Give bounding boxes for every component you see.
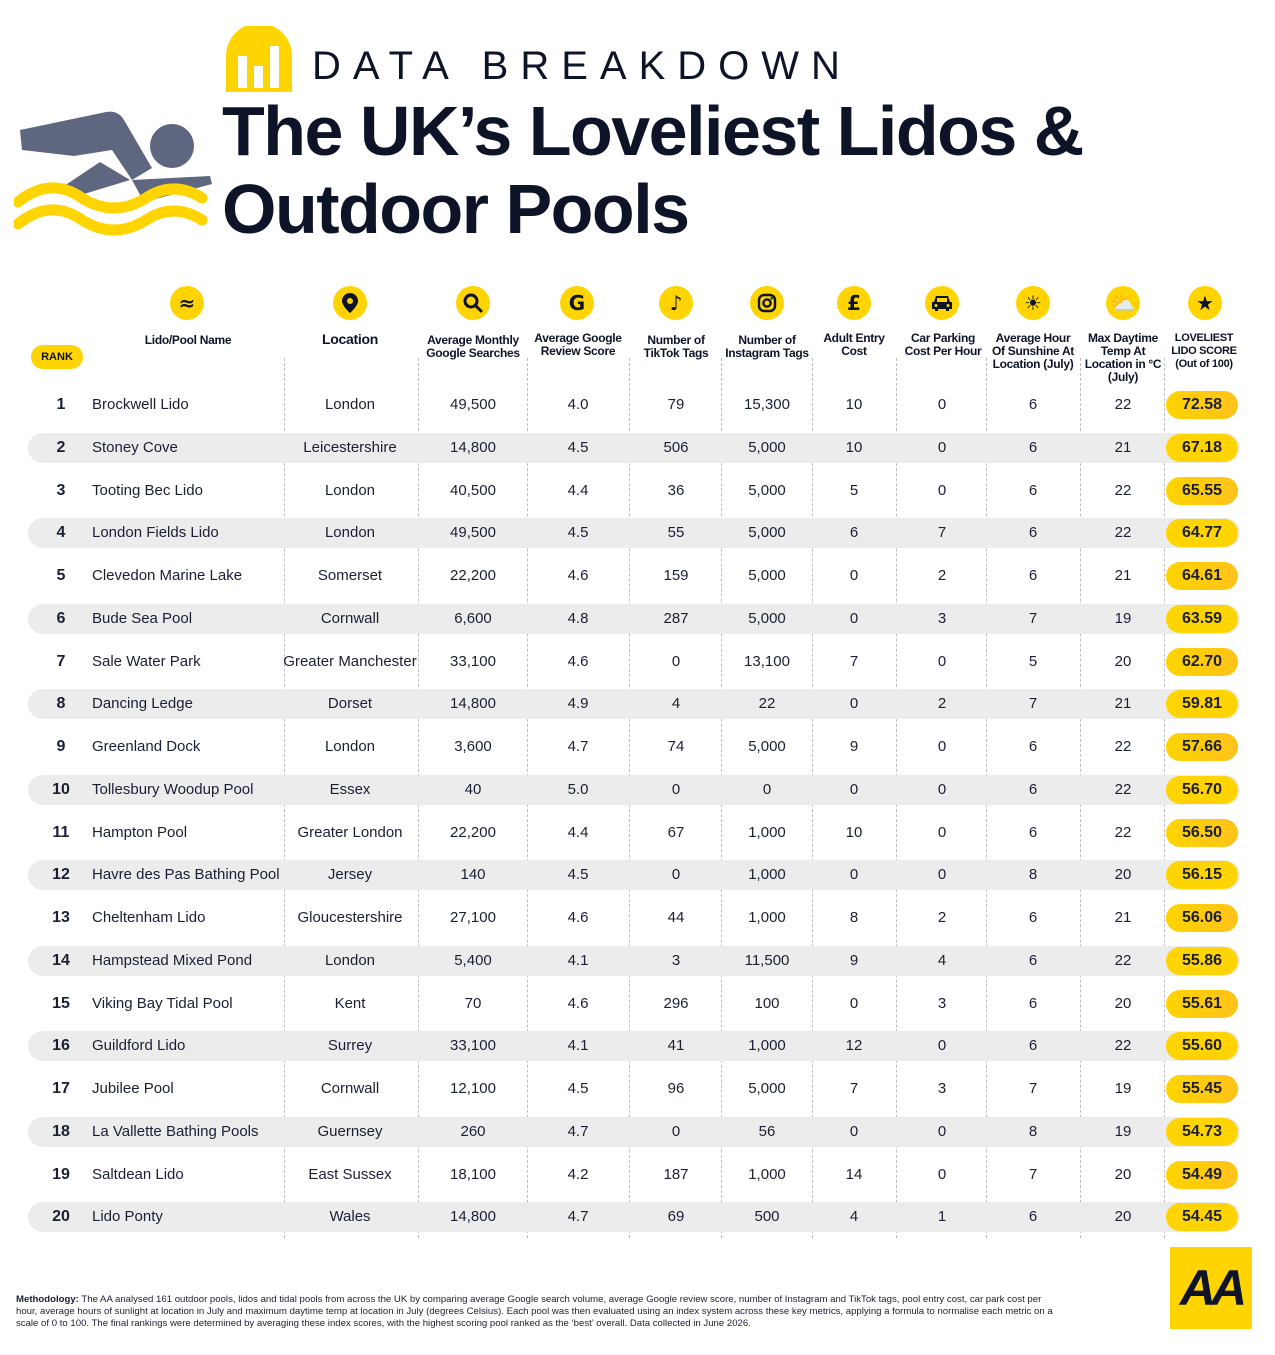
- table-row: [28, 561, 1240, 591]
- rank-cell: 7: [56, 652, 66, 670]
- sun-icon: ☀: [1016, 286, 1050, 320]
- parking-cell: 0: [937, 396, 947, 413]
- table-row: [28, 476, 1240, 506]
- entry-cell: 9: [849, 738, 859, 755]
- rank-cell: 9: [56, 738, 66, 755]
- rank-cell: 2: [56, 438, 66, 456]
- rank-cell: 10: [52, 780, 70, 798]
- searches-cell: 14,800: [450, 438, 496, 456]
- rank-cell: 15: [52, 994, 70, 1012]
- score-badge: 56.15: [1166, 861, 1238, 889]
- table-row: [28, 1160, 1240, 1190]
- google-cell: 4.6: [567, 567, 589, 584]
- location-cell: Dorset: [327, 695, 373, 713]
- entry-cell: 10: [845, 396, 863, 413]
- location-cell: Surrey: [327, 1037, 373, 1055]
- col-entry-label: Adult Entry Cost: [823, 331, 885, 358]
- rank-cell: 19: [52, 1165, 70, 1183]
- instagram-cell: 22: [758, 695, 776, 713]
- sunshine-cell: 8: [1028, 1122, 1038, 1140]
- google-cell: 4.4: [567, 481, 589, 499]
- sunshine-cell: 6: [1028, 567, 1038, 584]
- col-name-label: Lido/Pool Name: [144, 333, 232, 347]
- location-cell: London: [324, 951, 376, 969]
- name-cell: Bude Sea Pool: [92, 609, 193, 627]
- score-badge: 64.61: [1166, 562, 1238, 590]
- temp-cell: 19: [1114, 1122, 1132, 1140]
- parking-cell: 0: [937, 1122, 947, 1140]
- score-badge: 67.18: [1166, 434, 1238, 462]
- temp-cell: 21: [1114, 567, 1132, 584]
- sunshine-cell: 6: [1028, 438, 1038, 456]
- temp-cell: 19: [1114, 1080, 1132, 1097]
- tiktok-cell: 4: [671, 695, 681, 713]
- location-cell: Somerset: [317, 567, 383, 584]
- name-cell: London Fields Lido: [92, 524, 219, 542]
- col-score-label: LOVELIEST LIDO SCORE (Out of 100): [1171, 332, 1237, 370]
- parking-cell: 7: [937, 524, 947, 542]
- google-cell: 5.0: [567, 780, 589, 798]
- score-badge: 55.60: [1166, 1032, 1238, 1060]
- col-location-label: Location: [322, 331, 378, 347]
- col-temp-label: Max Daytime Temp At Location in °C (July): [1084, 331, 1162, 384]
- instagram-cell: 56: [758, 1122, 776, 1140]
- location-cell: London: [324, 524, 376, 542]
- entry-cell: 10: [845, 823, 863, 841]
- searches-cell: 14,800: [450, 1208, 496, 1226]
- temp-cell: 20: [1114, 1165, 1132, 1183]
- methodology-label: Methodology:: [16, 1294, 79, 1305]
- table-row: [28, 946, 1240, 976]
- parking-cell: 0: [937, 652, 947, 670]
- location-cell: Greater Manchester: [283, 652, 417, 670]
- parking-cell: 0: [937, 438, 947, 456]
- tiktok-cell: 506: [663, 438, 689, 456]
- instagram-cell: 1,000: [748, 823, 786, 841]
- table-row: [28, 604, 1240, 634]
- sunshine-cell: 7: [1028, 695, 1038, 713]
- col-parking-label: Car Parking Cost Per Hour: [904, 331, 982, 358]
- entry-cell: 12: [845, 1037, 863, 1055]
- parking-cell: 2: [937, 695, 947, 713]
- entry-cell: 0: [849, 567, 859, 584]
- searches-cell: 18,100: [450, 1165, 496, 1183]
- location-cell: London: [324, 481, 376, 499]
- table-row: [28, 732, 1240, 762]
- tiktok-cell: 96: [667, 1080, 685, 1097]
- name-cell: Brockwell Lido: [92, 396, 189, 413]
- name-cell: La Vallette Bathing Pools: [92, 1122, 259, 1140]
- instagram-cell: 5,000: [748, 524, 786, 542]
- entry-cell: 4: [849, 1208, 859, 1226]
- rank-cell: 20: [52, 1208, 70, 1226]
- rank-cell: 16: [52, 1037, 70, 1055]
- searches-cell: 49,500: [450, 524, 496, 542]
- parking-cell: 3: [937, 609, 947, 627]
- pound-icon: £: [837, 286, 871, 320]
- google-cell: 4.7: [567, 1122, 589, 1140]
- parking-cell: 0: [937, 481, 947, 499]
- score-badge: 72.58: [1166, 391, 1238, 419]
- google-cell: 4.1: [567, 951, 589, 969]
- temp-cell: 19: [1114, 609, 1132, 627]
- location-cell: Wales: [329, 1208, 371, 1226]
- entry-cell: 0: [849, 695, 859, 713]
- score-badge: 55.86: [1166, 947, 1238, 975]
- google-cell: 4.6: [567, 909, 589, 926]
- instagram-icon: [750, 286, 784, 320]
- google-cell: 4.0: [567, 396, 589, 413]
- google-cell: 4.6: [567, 994, 589, 1012]
- google-cell: 4.2: [567, 1165, 589, 1183]
- score-badge: 55.61: [1166, 990, 1238, 1018]
- sun-cloud-icon: ⛅: [1106, 286, 1140, 320]
- col-sunshine-label: Average Hour Of Sunshine At Location (July): [991, 331, 1075, 371]
- tiktok-cell: 0: [671, 780, 681, 798]
- location-cell: Greater London: [297, 823, 403, 841]
- location-cell: Cornwall: [320, 1080, 380, 1097]
- name-cell: Stoney Cove: [92, 438, 178, 456]
- score-badge: 56.70: [1166, 776, 1238, 804]
- google-icon: G: [560, 286, 594, 320]
- name-cell: Sale Water Park: [92, 652, 201, 670]
- score-badge: 59.81: [1166, 690, 1238, 718]
- sunshine-cell: 5: [1028, 652, 1038, 670]
- tiktok-icon: ♪: [659, 286, 693, 320]
- name-cell: Lido Ponty: [92, 1208, 163, 1226]
- temp-cell: 21: [1114, 695, 1132, 713]
- instagram-cell: 13,100: [744, 652, 790, 670]
- location-cell: Cornwall: [320, 609, 380, 627]
- instagram-cell: 11,500: [744, 951, 790, 969]
- temp-cell: 22: [1114, 396, 1132, 413]
- temp-cell: 22: [1114, 738, 1132, 755]
- table-row: [28, 903, 1240, 933]
- entry-cell: 8: [849, 909, 859, 926]
- tiktok-cell: 36: [667, 481, 685, 499]
- rank-pill: RANK: [31, 345, 83, 369]
- instagram-cell: 500: [754, 1208, 780, 1226]
- name-cell: Greenland Dock: [92, 738, 201, 755]
- swimming-icon: ≈: [170, 286, 204, 320]
- tiktok-cell: 74: [667, 738, 685, 755]
- temp-cell: 21: [1114, 909, 1132, 926]
- name-cell: Havre des Pas Bathing Pool: [92, 866, 280, 884]
- entry-cell: 7: [849, 652, 859, 670]
- temp-cell: 20: [1114, 652, 1132, 670]
- searches-cell: 33,100: [450, 1037, 496, 1055]
- name-cell: Jubilee Pool: [92, 1080, 174, 1097]
- tiktok-cell: 69: [667, 1208, 685, 1226]
- rank-cell: 4: [56, 524, 66, 542]
- entry-cell: 0: [849, 780, 859, 798]
- name-cell: Dancing Ledge: [92, 695, 193, 713]
- instagram-cell: 15,300: [744, 396, 790, 413]
- google-cell: 4.8: [567, 609, 589, 627]
- temp-cell: 22: [1114, 951, 1132, 969]
- searches-cell: 22,200: [450, 567, 496, 584]
- score-badge: 54.73: [1166, 1118, 1238, 1146]
- tiktok-cell: 41: [667, 1037, 685, 1055]
- temp-cell: 22: [1114, 481, 1132, 499]
- col-instagram-label: Number of Instagram Tags: [725, 333, 809, 360]
- temp-cell: 22: [1114, 524, 1132, 542]
- location-cell: Gloucestershire: [297, 909, 403, 926]
- sunshine-cell: 6: [1028, 951, 1038, 969]
- rank-cell: 1: [56, 396, 66, 413]
- temp-cell: 22: [1114, 1037, 1132, 1055]
- name-cell: Viking Bay Tidal Pool: [92, 994, 233, 1012]
- rank-cell: 6: [56, 609, 66, 627]
- star-icon: ★: [1188, 286, 1222, 320]
- tiktok-cell: 0: [671, 866, 681, 884]
- temp-cell: 21: [1114, 438, 1132, 456]
- tiktok-cell: 296: [663, 994, 689, 1012]
- searches-cell: 12,100: [450, 1080, 496, 1097]
- entry-cell: 14: [845, 1165, 863, 1183]
- tiktok-cell: 287: [663, 609, 689, 627]
- entry-cell: 10: [845, 438, 863, 456]
- score-badge: 55.45: [1166, 1075, 1238, 1103]
- searches-cell: 40,500: [450, 481, 496, 499]
- rank-cell: 17: [52, 1080, 70, 1097]
- sunshine-cell: 6: [1028, 738, 1038, 755]
- sunshine-cell: 6: [1028, 823, 1038, 841]
- sunshine-cell: 6: [1028, 994, 1038, 1012]
- entry-cell: 0: [849, 1122, 859, 1140]
- temp-cell: 20: [1114, 1208, 1132, 1226]
- location-cell: London: [324, 738, 376, 755]
- table-row: [28, 689, 1240, 719]
- table-row: [28, 860, 1240, 890]
- parking-cell: 2: [937, 567, 947, 584]
- google-cell: 4.5: [567, 866, 589, 884]
- rank-cell: 3: [56, 481, 66, 499]
- data-breakdown-logo-icon: [226, 26, 292, 92]
- instagram-cell: 5,000: [748, 438, 786, 456]
- rank-cell: 8: [56, 695, 66, 713]
- tiktok-cell: 44: [667, 909, 685, 926]
- parking-cell: 0: [937, 866, 947, 884]
- kicker: DATA BREAKDOWN: [312, 44, 852, 88]
- sunshine-cell: 6: [1028, 1037, 1038, 1055]
- sunshine-cell: 7: [1028, 1165, 1038, 1183]
- col-google-label: Average Google Review Score: [534, 331, 622, 358]
- table-row: [28, 647, 1240, 677]
- aa-logo: AA: [1170, 1247, 1252, 1329]
- rank-cell: 13: [52, 909, 70, 926]
- score-badge: 54.45: [1166, 1203, 1238, 1231]
- sunshine-cell: 6: [1028, 1208, 1038, 1226]
- rank-cell: 14: [52, 951, 70, 969]
- searches-cell: 260: [460, 1122, 486, 1140]
- methodology-text: The AA analysed 161 outdoor pools, lidos and tidal pools from across the UK by comparing average Google search volume, average Google review score, number of Instagram and TikTok tags, pool entry cost, car park cost per hour, average hours of sunlight at location in July and maximum daytime temp at location in July (degrees Celsius). Each pool was then evaluated using an index system across these key metrics, applying a formula to normalise each metric on a scale of 0 to 100. The final rankings were determined by averaging these index scores, with the highest scoring pool ranked as the ‘best’ overall. Data collected in June 2026.: [16, 1294, 1053, 1329]
- name-cell: Tooting Bec Lido: [92, 481, 203, 499]
- instagram-cell: 5,000: [748, 1080, 786, 1097]
- sunshine-cell: 8: [1028, 866, 1038, 884]
- google-cell: 4.1: [567, 1037, 589, 1055]
- score-badge: 57.66: [1166, 733, 1238, 761]
- parking-cell: 0: [937, 1037, 947, 1055]
- entry-cell: 5: [849, 481, 859, 499]
- rank-cell: 18: [52, 1122, 70, 1140]
- temp-cell: 20: [1114, 994, 1132, 1012]
- name-cell: Guildford Lido: [92, 1037, 186, 1055]
- google-cell: 4.4: [567, 823, 589, 841]
- instagram-cell: 1,000: [748, 909, 786, 926]
- methodology-note: [16, 1294, 1061, 1330]
- name-cell: Saltdean Lido: [92, 1165, 184, 1183]
- table-row: [28, 818, 1240, 848]
- google-cell: 4.7: [567, 1208, 589, 1226]
- location-cell: Guernsey: [317, 1122, 383, 1140]
- sunshine-cell: 7: [1028, 1080, 1038, 1097]
- name-cell: Hampton Pool: [92, 823, 188, 841]
- sunshine-cell: 7: [1028, 609, 1038, 627]
- sunshine-cell: 6: [1028, 909, 1038, 926]
- table-row: [28, 518, 1240, 548]
- page-title: [222, 92, 1083, 248]
- sunshine-cell: 6: [1028, 481, 1038, 499]
- car-icon: [925, 286, 959, 320]
- instagram-cell: 5,000: [748, 609, 786, 627]
- instagram-cell: 1,000: [748, 1037, 786, 1055]
- searches-cell: 70: [464, 994, 482, 1012]
- parking-cell: 0: [937, 1165, 947, 1183]
- entry-cell: 9: [849, 951, 859, 969]
- tiktok-cell: 187: [663, 1165, 689, 1183]
- score-badge: 64.77: [1166, 519, 1238, 547]
- parking-cell: 0: [937, 823, 947, 841]
- temp-cell: 22: [1114, 780, 1132, 798]
- searches-cell: 27,100: [450, 909, 496, 926]
- entry-cell: 7: [849, 1080, 859, 1097]
- sunshine-cell: 6: [1028, 396, 1038, 413]
- instagram-cell: 5,000: [748, 481, 786, 499]
- name-cell: Clevedon Marine Lake: [92, 567, 243, 584]
- score-badge: 63.59: [1166, 605, 1238, 633]
- table-row: [28, 433, 1240, 463]
- parking-cell: 4: [937, 951, 947, 969]
- tiktok-cell: 55: [667, 524, 685, 542]
- score-badge: 54.49: [1166, 1161, 1238, 1189]
- google-cell: 4.9: [567, 695, 589, 713]
- parking-cell: 0: [937, 738, 947, 755]
- google-cell: 4.5: [567, 438, 589, 456]
- table-row: [28, 989, 1240, 1019]
- parking-cell: 0: [937, 780, 947, 798]
- title-line-1: The UK’s Loveliest Lidos &: [222, 92, 1083, 170]
- score-badge: 56.50: [1166, 819, 1238, 847]
- searches-cell: 6,600: [454, 609, 492, 627]
- searches-cell: 49,500: [450, 396, 496, 413]
- location-cell: Leicestershire: [303, 438, 397, 456]
- location-cell: East Sussex: [308, 1165, 392, 1183]
- entry-cell: 0: [849, 866, 859, 884]
- name-cell: Tollesbury Woodup Pool: [92, 780, 254, 798]
- google-cell: 4.7: [567, 738, 589, 755]
- sunshine-cell: 6: [1028, 780, 1038, 798]
- instagram-cell: 0: [762, 780, 772, 798]
- swimmer-icon: [14, 106, 214, 236]
- parking-cell: 3: [937, 1080, 947, 1097]
- location-cell: Kent: [334, 994, 366, 1012]
- rank-cell: 5: [56, 567, 66, 584]
- score-badge: 56.06: [1166, 904, 1238, 932]
- name-cell: Cheltenham Lido: [92, 909, 206, 926]
- table-row: [28, 1202, 1240, 1232]
- instagram-cell: 1,000: [748, 1165, 786, 1183]
- score-badge: 62.70: [1166, 648, 1238, 676]
- parking-cell: 3: [937, 994, 947, 1012]
- google-cell: 4.5: [567, 524, 589, 542]
- col-searches-label: Average Monthly Google Searches: [426, 333, 520, 360]
- table-row: [28, 775, 1240, 805]
- tiktok-cell: 0: [671, 652, 681, 670]
- searches-cell: 33,100: [450, 652, 496, 670]
- parking-cell: 1: [937, 1208, 947, 1226]
- sunshine-cell: 6: [1028, 524, 1038, 542]
- tiktok-cell: 67: [667, 823, 685, 841]
- tiktok-cell: 79: [667, 396, 685, 413]
- entry-cell: 0: [849, 994, 859, 1012]
- rank-cell: 12: [52, 866, 70, 884]
- instagram-cell: 1,000: [748, 866, 786, 884]
- google-cell: 4.5: [567, 1080, 589, 1097]
- instagram-cell: 5,000: [748, 738, 786, 755]
- searches-cell: 22,200: [450, 823, 496, 841]
- location-pin-icon: [333, 286, 367, 320]
- temp-cell: 20: [1114, 866, 1132, 884]
- entry-cell: 6: [849, 524, 859, 542]
- searches-cell: 5,400: [454, 951, 492, 969]
- tiktok-cell: 0: [671, 1122, 681, 1140]
- temp-cell: 22: [1114, 823, 1132, 841]
- tiktok-cell: 159: [663, 567, 689, 584]
- searches-cell: 3,600: [454, 738, 492, 755]
- searches-cell: 140: [460, 866, 486, 884]
- col-tiktok-label: Number of TikTok Tags: [643, 333, 709, 360]
- entry-cell: 0: [849, 609, 859, 627]
- location-cell: Essex: [329, 780, 371, 798]
- title-line-2: Outdoor Pools: [222, 170, 689, 248]
- rank-cell: 11: [52, 823, 70, 841]
- parking-cell: 2: [937, 909, 947, 926]
- location-cell: Jersey: [327, 866, 373, 884]
- table-row: [28, 390, 1240, 420]
- table-row: [28, 1117, 1240, 1147]
- google-cell: 4.6: [567, 652, 589, 670]
- location-cell: London: [324, 396, 376, 413]
- searches-cell: 14,800: [450, 695, 496, 713]
- name-cell: Hampstead Mixed Pond: [92, 951, 253, 969]
- instagram-cell: 5,000: [748, 567, 786, 584]
- score-badge: 65.55: [1166, 477, 1238, 505]
- instagram-cell: 100: [754, 994, 780, 1012]
- tiktok-cell: 3: [671, 951, 681, 969]
- search-icon: [456, 286, 490, 320]
- searches-cell: 40: [464, 780, 482, 798]
- table-row: [28, 1031, 1240, 1061]
- table-row: [28, 1074, 1240, 1104]
